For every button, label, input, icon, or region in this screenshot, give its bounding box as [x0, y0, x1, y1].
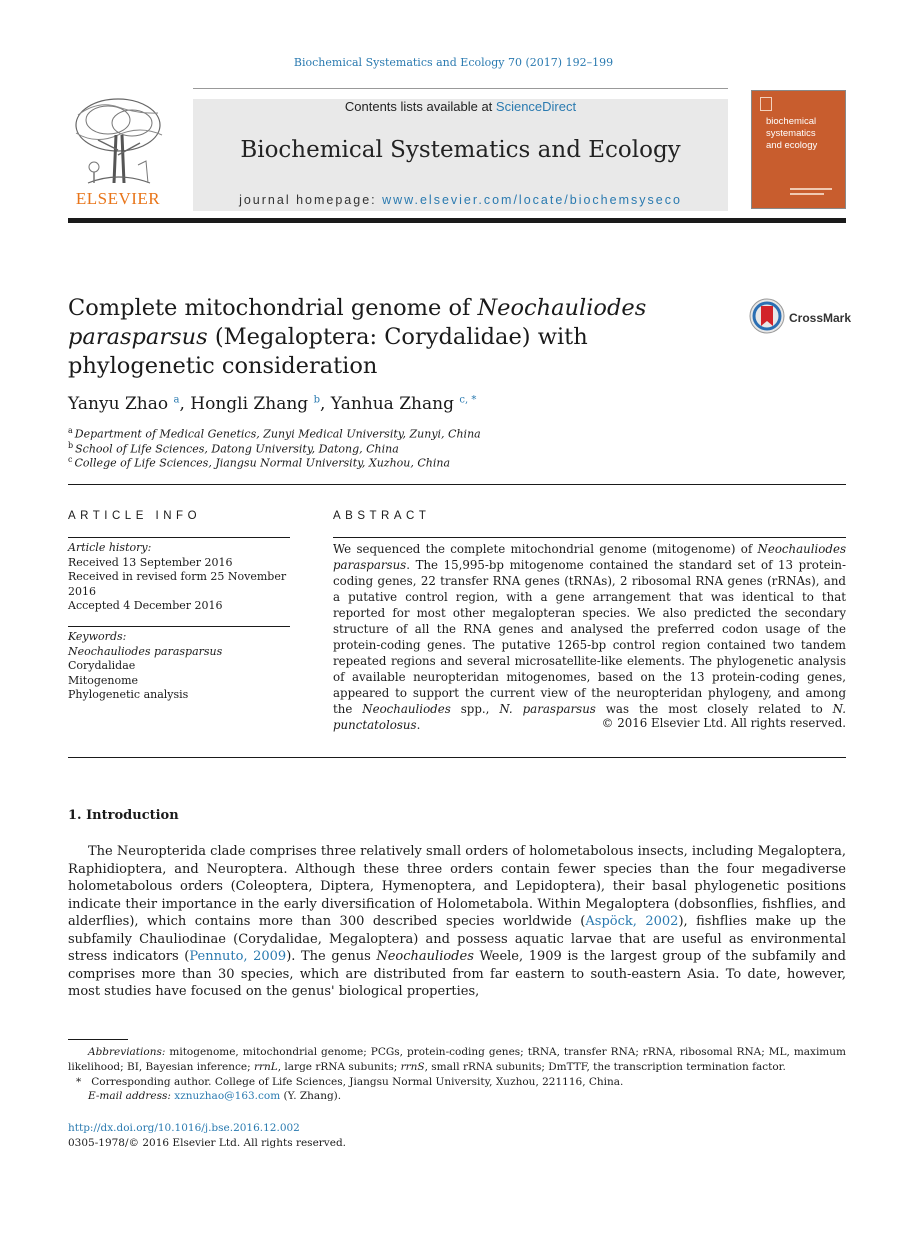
article-info-heading: ARTICLE INFO [68, 510, 202, 522]
author-affiliation-marker[interactable]: a [173, 394, 180, 406]
history-entry: Received in revised form 25 November 2016 [68, 570, 287, 598]
keywords-list [68, 630, 298, 703]
section-rule [68, 484, 846, 485]
keyword: Corydalidae [68, 659, 136, 672]
sciencedirect-link[interactable]: ScienceDirect [495, 99, 577, 114]
affiliation: $^c$ College of Life Sciences, Jiangsu Normal University, Xuzhou, China [68, 455, 451, 470]
abstract-text: We sequenced the complete mitochondrial genome (mitogenome) of Neochauliodes parasparsus. The 15,995-bp mitogenome contained the standard set of 13 protein-coding genes, 22 transfer RNA genes (tRNAs), 2 ribosomal RNA genes (rRNAs), and a putative control region, with a gene arrangement that was identical to that reported for most other megalopteran species. We also predicted the secondary structure of all the RNA genes and analysed the preferred codon usage of the protein-coding genes. The putative 1265-bp control region contained two tandem repeated regions and several microsatellite-like elements. The phylogenetic analysis of available neuropteridan mitogenomes, based on the 13 protein-coding genes, appeared to support the current view of the neuropteridan phylogeny, and among the Neochauliodes spp., N. parasparsus was the most closely related to N. punctatolosus. [333, 542, 846, 732]
journal-banner [193, 99, 728, 211]
history-entry: Received 13 September 2016 [68, 555, 233, 569]
journal-homepage-line: journal homepage: www.elsevier.com/locate/biochemsyseco [239, 193, 682, 207]
author-name[interactable]: Yanyu Zhao [68, 394, 169, 414]
header-rule [68, 218, 846, 223]
article-history [68, 541, 298, 614]
author-affiliation-marker[interactable]: b [313, 394, 320, 406]
author-affiliation-marker[interactable]: c, * [459, 394, 477, 406]
article-title: Complete mitochondrial genome of Neochauliodes parasparsus (Megaloptera: Corydalidae) with phylogenetic consideration [68, 295, 647, 379]
issn-line: 0305-1978/© 2016 Elsevier Ltd. All rights reserved. [68, 1136, 347, 1149]
keyword: Neochauliodes parasparsus [68, 644, 223, 658]
cover-logo-icon [760, 97, 772, 111]
author-list: Yanyu Zhao $^a$, Hongli Zhang $^b$, Yanhua Zhang $^{c, *}$ [68, 394, 477, 414]
elsevier-logo[interactable] [68, 95, 168, 213]
keywords-rule [68, 626, 290, 627]
section-rule [68, 757, 846, 758]
article-history-label: Article history: [68, 541, 152, 554]
affiliation: $^a$ Department of Medical Genetics, Zunyi Medical University, Zunyi, China [68, 426, 481, 441]
reference-link[interactable]: Pennuto, 2009 [189, 949, 287, 964]
abstract-copyright: © 2016 Elsevier Ltd. All rights reserved. [601, 716, 846, 730]
footnote-rule [68, 1039, 128, 1040]
cover-title [766, 116, 817, 152]
affiliation: $^b$ School of Life Sciences, Datong University, Datong, China [68, 441, 399, 456]
crossmark-icon [749, 298, 785, 334]
cover-decoration [790, 193, 824, 195]
banner-top-rule [193, 88, 728, 89]
corresponding-author-footnote: * Corresponding author. College of Life Sciences, Jiangsu Normal University, Xuzhou, 221116, China. [76, 1075, 624, 1088]
abstract-rule [333, 537, 846, 538]
author-name[interactable]: Hongli Zhang [190, 394, 309, 414]
cover-title-line: and ecology [766, 140, 818, 151]
cover-title-line: biochemical [766, 116, 817, 127]
email-footnote: E-mail address: xznuzhao@163.com (Y. Zhang). [88, 1090, 342, 1103]
author-name[interactable]: Yanhua Zhang [330, 394, 454, 414]
homepage-link[interactable]: www.elsevier.com/locate/biochemsyseco [382, 193, 682, 207]
cover-title-line: systematics [766, 128, 816, 139]
doi-link[interactable]: http://dx.doi.org/10.1016/j.bse.2016.12.002 [68, 1122, 300, 1134]
journal-cover-thumbnail[interactable] [751, 90, 846, 209]
email-link[interactable]: xznuzhao@163.com [174, 1090, 281, 1103]
history-entry: Accepted 4 December 2016 [68, 599, 223, 612]
title-species: Neochauliodes parasparsus [68, 295, 647, 350]
contents-available-line: Contents lists available at ScienceDirect [344, 99, 577, 114]
footnotes [68, 1045, 846, 1104]
introduction-paragraph: The Neuropterida clade comprises three relatively small orders of holometabolous insects, including Megaloptera, Raphidioptera, and Neuroptera. Although these three orders contain fewer species than the four megadiverse holometabolous orders (Coleoptera, Diptera, Hymenoptera, and Lepidoptera), their basal phylogenetic positions indicate their importance in the early diversification of Holometabola. Within Megaloptera (dobsonflies, fishflies, and alderflies), which contains more than 300 described species worldwide (Aspöck, 2002), fishflies make up the subfamily Chauliodinae (Corydalidae, Megaloptera) and possess aquatic larvae that are useful as environmental stress indicators (Pennuto, 2009). The genus Neochauliodes Weele, 1909 is the largest group of the subfamily and comprises more than 30 species, which are distributed from far eastern to south-eastern Asia. To date, however, most studies have focused on the genus' biological properties, [68, 844, 847, 999]
journal-citation[interactable]: Biochemical Systematics and Ecology 70 (2017) 192–199 [293, 56, 614, 69]
cover-decoration [790, 188, 832, 190]
introduction-heading: 1. Introduction [68, 808, 179, 823]
doi-block [68, 1121, 346, 1151]
abstract-heading: ABSTRACT [333, 510, 431, 522]
article-info-rule [68, 537, 290, 538]
keyword: Mitogenome [68, 673, 139, 687]
reference-link[interactable]: Aspöck, 2002 [585, 914, 679, 929]
keyword: Phylogenetic analysis [68, 688, 189, 701]
crossmark-label: CrossMark [789, 311, 852, 325]
abbreviations-footnote: Abbreviations: mitogenome, mitochondrial genome; PCGs, protein-coding genes; tRNA, transfer RNA; rRNA, ribosomal RNA; ML, maximum likelihood; BI, Bayesian inference; rrnL, large rRNA subunits; rrnS, small rRNA subunits; DmTTF, the transcription termination factor. [68, 1046, 846, 1073]
journal-name: Biochemical Systematics and Ecology [240, 137, 681, 163]
crossmark-badge[interactable] [749, 298, 852, 338]
keywords-label: Keywords: [68, 630, 127, 643]
elsevier-tree-icon [68, 95, 168, 187]
elsevier-wordmark: ELSEVIER [75, 189, 161, 208]
